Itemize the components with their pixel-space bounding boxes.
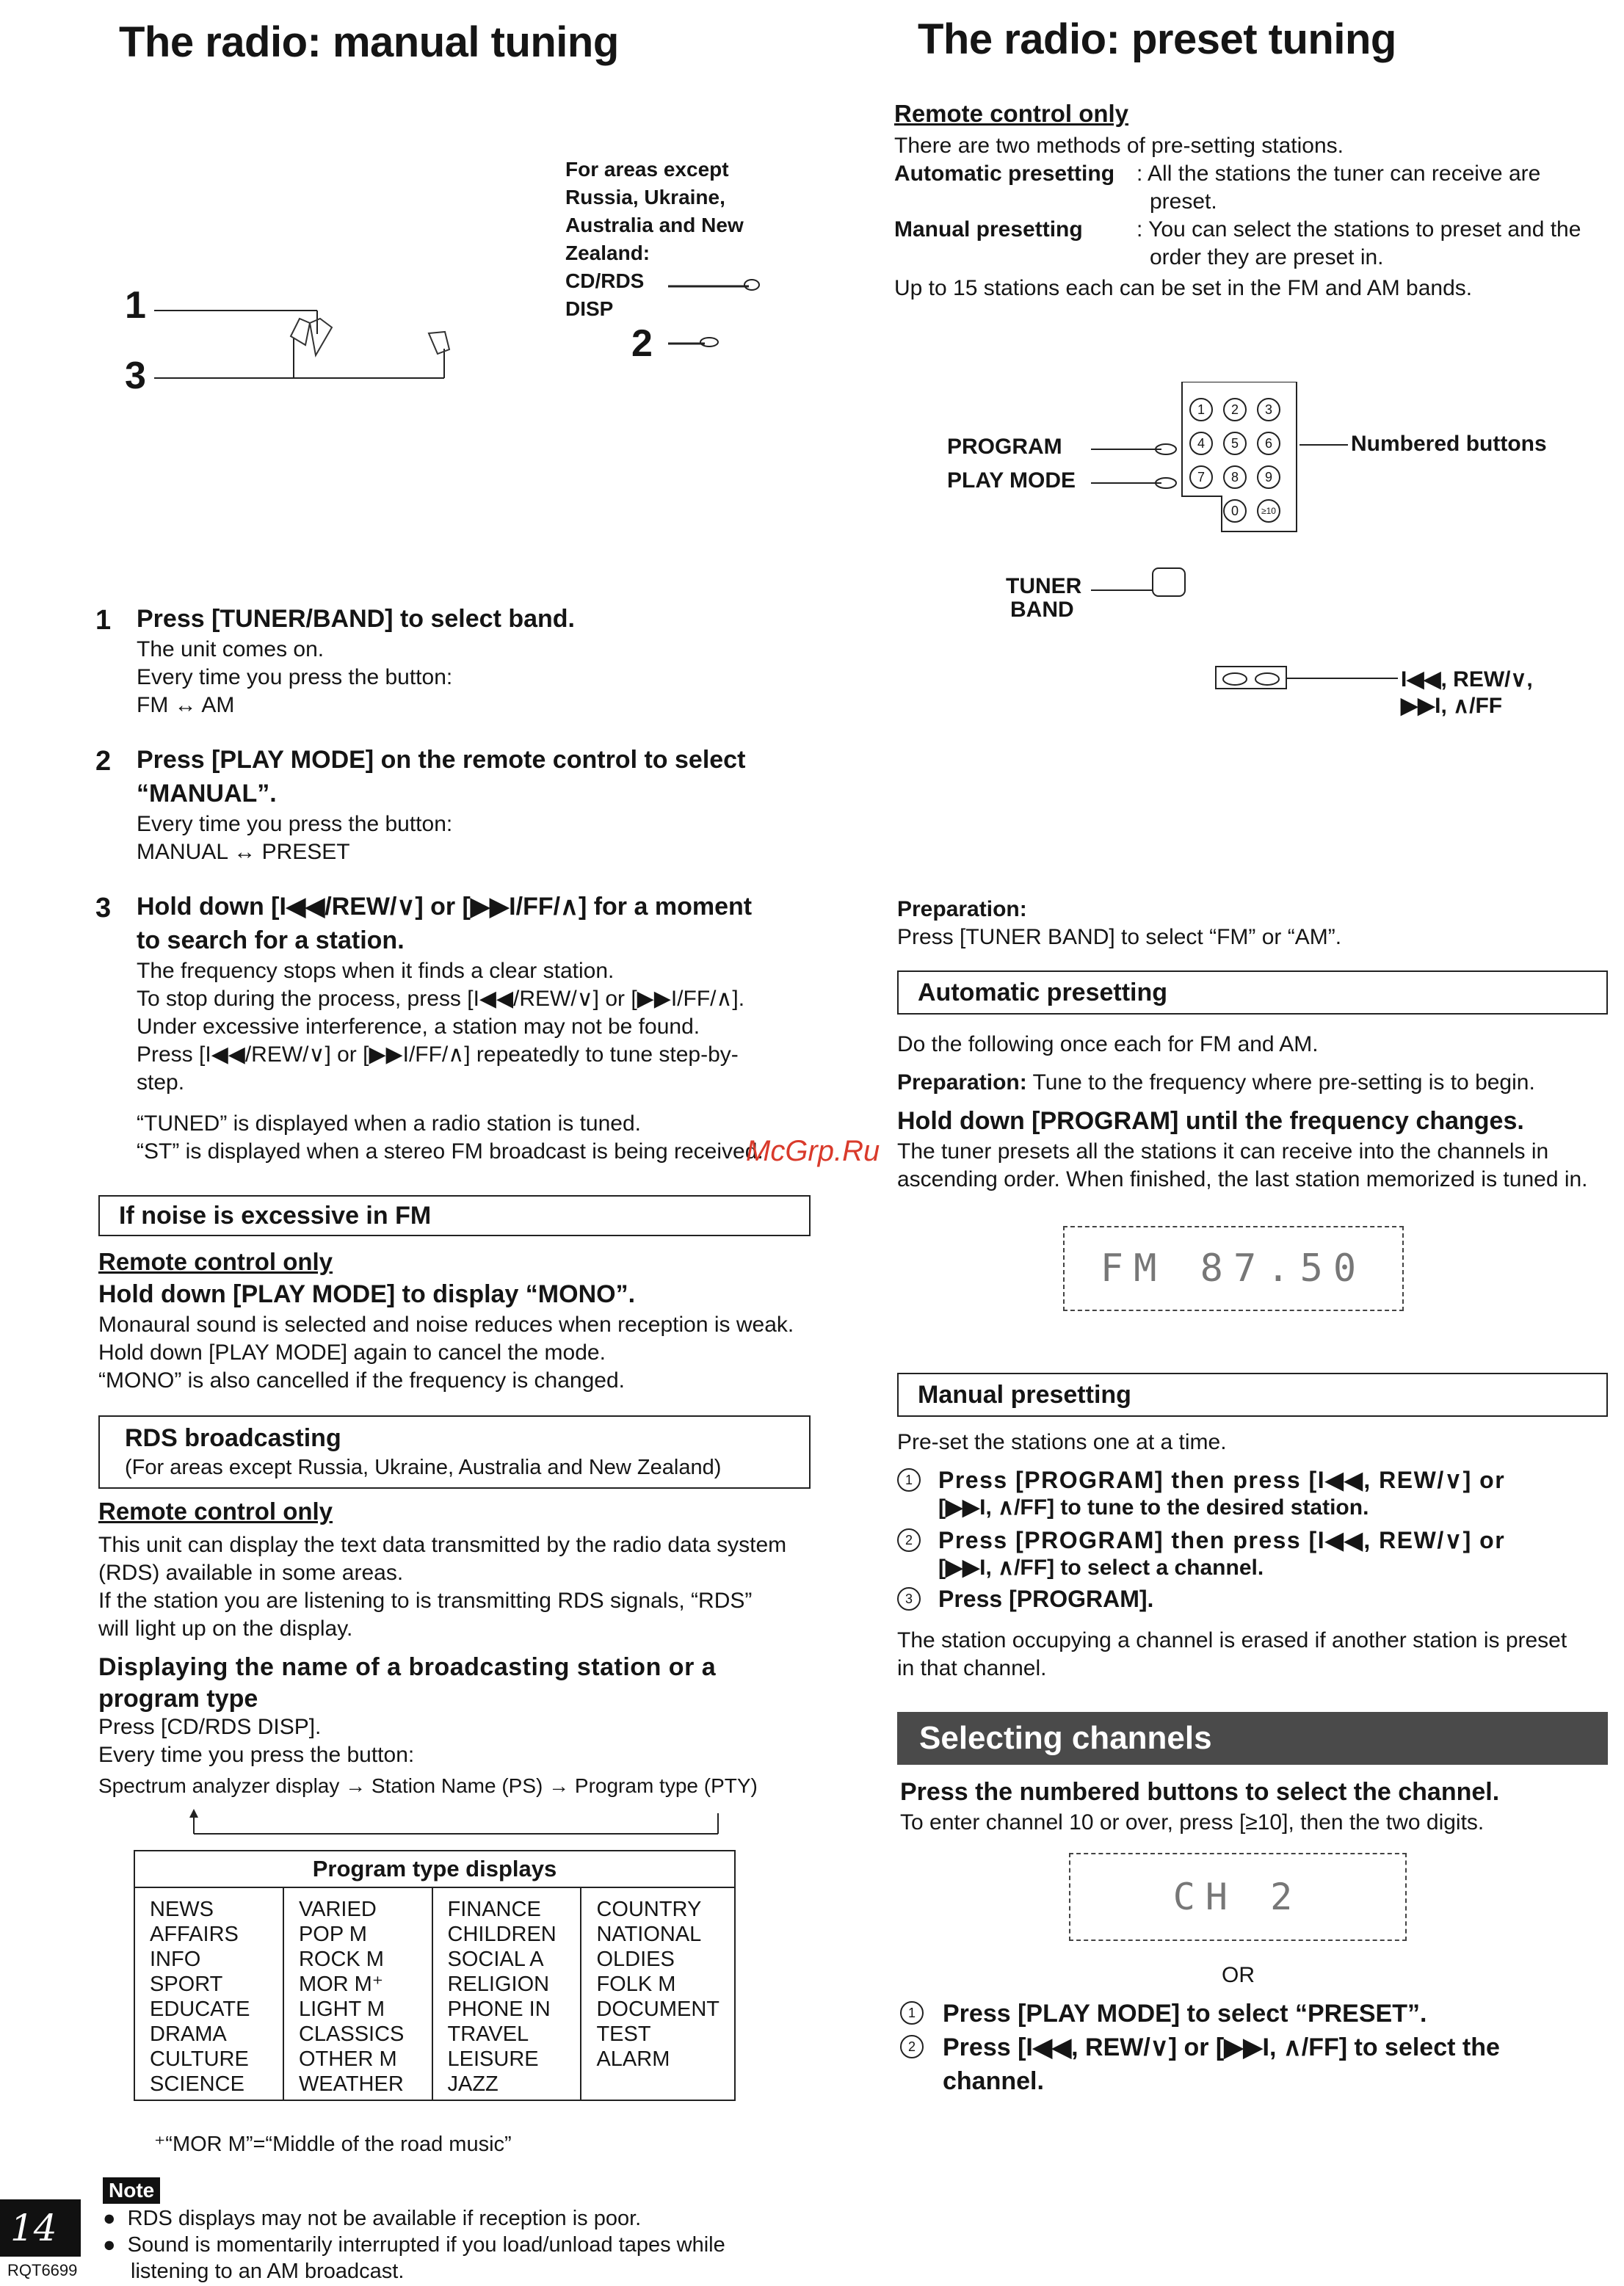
pty-item: NATIONAL: [596, 1923, 702, 1946]
manual-presetting-header: Manual presetting: [897, 1373, 1608, 1417]
manual-step: [897, 1465, 1617, 1521]
manual-step-b: [▶▶I, ∧/FF] to select a channel.: [938, 1556, 1264, 1580]
page-title-preset-tuning: The radio: preset tuning: [918, 15, 1396, 63]
preset-intro: [894, 100, 1614, 302]
pty-item: ROCK M: [298, 1948, 384, 1971]
number-keypad: [1189, 398, 1299, 523]
noise-line: Monaural sound is selected and noise reduces when reception is weak.: [98, 1313, 794, 1337]
doc-code: RQT6699: [7, 2261, 78, 2279]
prep-text: Press [TUNER BAND] to select “FM” or “AM”.: [897, 925, 1342, 949]
skip-label-line: I◀◀, REW/∨,: [1401, 667, 1533, 692]
auto-prep: [897, 1069, 1617, 1097]
band-label: BAND: [1010, 598, 1074, 622]
final-step-a: Press [PLAY MODE] to select “PRESET”.: [943, 2000, 1427, 2028]
key-2[interactable]: 2: [1223, 398, 1247, 421]
rds-box-title: RDS broadcasting: [125, 1424, 341, 1452]
pty-item: INFO: [150, 1948, 201, 1971]
play-mode-label: PLAY MODE: [947, 468, 1076, 493]
step-title: Press [PLAY MODE] on the remote control to select: [137, 746, 746, 774]
step-3: [95, 890, 815, 1166]
pty-item: NEWS: [150, 1898, 214, 1921]
step-line: MANUAL ↔ PRESET: [137, 840, 350, 864]
note-text: RDS displays may not be available if reception is poor.: [127, 2207, 642, 2230]
skip-label-line: ▶▶I, ∧/FF: [1401, 694, 1503, 718]
key-4[interactable]: 4: [1189, 432, 1213, 455]
pty-item: TEST: [596, 2022, 651, 2046]
auto-presetting-section: [897, 1031, 1617, 1194]
pty-item: JAZZ: [447, 2072, 499, 2096]
rds-box-sub: (For areas except Russia, Ukraine, Australia and New Zealand): [125, 1456, 722, 1479]
pty-item: OTHER M: [298, 2047, 397, 2071]
step-2: [95, 743, 815, 866]
step-line: To stop during the process, press [I◀◀/REW/∨] or [▶▶I/FF/∧].: [137, 987, 745, 1011]
step-title: Press [TUNER/BAND] to select band.: [137, 605, 575, 633]
rds-line: If the station you are listening to is transmitting RDS signals, “RDS”: [98, 1589, 753, 1613]
selecting-channels-banner: Selecting channels: [897, 1712, 1608, 1765]
step-number: 1: [95, 605, 112, 636]
pty-column: [432, 1888, 581, 2100]
prep-label: Preparation:: [897, 897, 1027, 921]
rds-press: Press [CD/RDS DISP].: [98, 1715, 322, 1739]
manual-step-a: Press [PROGRAM] then press [I◀◀, REW/∨] or: [938, 1467, 1506, 1493]
numbered-buttons-label: Numbered buttons: [1351, 432, 1547, 456]
erase-line: in that channel.: [897, 1656, 1047, 1680]
pty-item: OLDIES: [596, 1948, 675, 1971]
pty-item: WEATHER: [298, 2072, 404, 2096]
step-circle: 1: [900, 2001, 924, 2025]
manual-desc: : You can select the stations to preset and the: [1137, 217, 1581, 242]
pty-item: ALARM: [596, 2047, 670, 2071]
auto-presetting-header: Automatic presetting: [897, 970, 1608, 1015]
manual-step: [897, 1584, 1617, 1614]
rds-subhead: Displaying the name of a broadcasting station or a: [98, 1653, 717, 1681]
pty-item: MOR M⁺: [298, 1973, 384, 1996]
manual-once: Pre-set the stations one at a time.: [897, 1430, 1227, 1454]
key-0[interactable]: 0: [1223, 499, 1247, 523]
callout-1: 1: [125, 284, 146, 327]
disp-label: DISP: [565, 297, 614, 320]
step-line: The unit comes on.: [137, 637, 325, 661]
keypad-gap: [1189, 499, 1223, 523]
manual-step-a: Press [PROGRAM].: [938, 1586, 1154, 1612]
pty-item: SCIENCE: [150, 2072, 244, 2096]
pty-item: POP M: [298, 1923, 367, 1946]
note-text: Sound is momentarily interrupted if you load/unload tapes while: [127, 2233, 725, 2257]
flow-return-arrow: [184, 1809, 727, 1838]
noise-subhead: Hold down [PLAY MODE] to display “MONO”.: [98, 1280, 636, 1308]
area-note-line: Zealand:: [565, 242, 650, 264]
note-list: [103, 2205, 822, 2285]
key-8[interactable]: 8: [1223, 465, 1247, 489]
bullet-icon: ●: [103, 2207, 128, 2230]
auto-label: Automatic presetting: [894, 162, 1115, 186]
auto-prep-label: Preparation:: [897, 1070, 1027, 1095]
noise-section: [98, 1248, 818, 1395]
key-6[interactable]: 6: [1257, 432, 1280, 455]
rds-section-header: [98, 1415, 811, 1489]
final-step: [900, 1997, 1620, 2031]
area-note-line: Australia and New: [565, 214, 744, 236]
preparation: [897, 896, 1617, 951]
rds-line: This unit can display the text data transmitted by the radio data system: [98, 1533, 787, 1557]
cd-rds-label: CD/RDS: [565, 269, 645, 292]
remote-only-label: Remote control only: [894, 100, 1129, 127]
step-line: Press [I◀◀/REW/∨] or [▶▶I/FF/∧] repeatedly to tune step-by-: [137, 1042, 739, 1067]
step-line: Under excessive interference, a station may not be found.: [137, 1015, 700, 1039]
area-note-line: Russia, Ukraine,: [565, 186, 725, 208]
manual-label: Manual presetting: [894, 217, 1083, 242]
step-circle: 1: [897, 1468, 921, 1492]
tuned-line: “TUNED” is displayed when a radio station is tuned.: [137, 1111, 641, 1136]
pty-footnote: ⁺“MOR M”=“Middle of the road music”: [154, 2133, 512, 2156]
pty-item: LIGHT M: [298, 1997, 385, 2021]
rds-line: (RDS) available in some areas.: [98, 1561, 404, 1585]
step-line: step.: [137, 1070, 185, 1095]
hold-line: The tuner presets all the stations it can receive into the channels in: [897, 1139, 1549, 1164]
noise-line: “MONO” is also cancelled if the frequency is changed.: [98, 1368, 625, 1393]
final-steps: [900, 1997, 1620, 2098]
area-note-line: For areas except: [565, 158, 729, 181]
rds-section: [98, 1498, 818, 1800]
fm-display: FM 87.50: [1063, 1226, 1404, 1311]
noise-line: Hold down [PLAY MODE] again to cancel the mode.: [98, 1340, 606, 1365]
callout-3: 3: [125, 355, 146, 397]
noise-section-header: If noise is excessive in FM: [98, 1195, 811, 1236]
final-step-a: Press [I◀◀, REW/∨] or [▶▶I, ∧/FF] to select the: [943, 2033, 1500, 2061]
rds-line: will light up on the display.: [98, 1616, 353, 1641]
page-title-manual-tuning: The radio: manual tuning: [119, 18, 619, 66]
or-label: OR: [1222, 1963, 1255, 1987]
step-circle: 2: [900, 2035, 924, 2058]
key-5[interactable]: 5: [1223, 432, 1247, 455]
key-7[interactable]: 7: [1189, 465, 1213, 489]
step-line: The frequency stops when it finds a clear station.: [137, 959, 615, 983]
auto-once: Do the following once each for FM and AM.: [897, 1032, 1319, 1056]
step-1: [95, 602, 815, 719]
note-item: [103, 2205, 822, 2232]
manual-desc-cont: order they are preset in.: [1150, 245, 1384, 269]
pty-item: PHONE IN: [447, 1997, 551, 2021]
selecting-channels-section: [900, 1775, 1620, 1837]
program-type-table: [134, 1850, 736, 2101]
pty-item: DOCUMENT: [596, 1997, 719, 2021]
pty-item: AFFAIRS: [150, 1923, 239, 1946]
rds-flow: Spectrum analyzer display → Station Name (PS) → Program type (PTY): [98, 1774, 758, 1797]
step-line: Every time you press the button:: [137, 812, 453, 836]
remote-only-label: Remote control only: [98, 1498, 333, 1525]
step-line: Every time you press the button:: [137, 665, 453, 689]
program-type-grid: [135, 1888, 734, 2100]
remote-figure: [947, 382, 1593, 719]
manual-presetting-section: [897, 1429, 1617, 1683]
manual-def-row: [894, 216, 1614, 244]
pty-item: CULTURE: [150, 2047, 249, 2071]
stereo-line: “ST” is displayed when a stereo FM broadcast is being received.: [137, 1139, 764, 1164]
rds-subhead: program type: [98, 1685, 258, 1713]
callout-2: 2: [631, 322, 653, 365]
step-title: to search for a station.: [137, 926, 405, 954]
pty-column: [135, 1888, 283, 2100]
pty-column: [581, 1888, 734, 2100]
step-line: FM ↔ AM: [137, 693, 235, 717]
step-circle: 3: [897, 1587, 921, 1611]
hold-title: Hold down [PROGRAM] until the frequency changes.: [897, 1107, 1524, 1135]
note-item: [103, 2232, 822, 2258]
watermark: McGrp.Ru: [746, 1135, 880, 1167]
remote-only-label: Remote control only: [98, 1248, 333, 1275]
manual-step-b: [▶▶I, ∧/FF] to tune to the desired station.: [938, 1495, 1369, 1520]
manual-step-a: Press [PROGRAM] then press [I◀◀, REW/∨] or: [938, 1527, 1506, 1553]
auto-prep-text: Tune to the frequency where pre-setting is to begin.: [1032, 1070, 1535, 1095]
pty-item: SOCIAL A: [447, 1948, 544, 1971]
erase-line: The station occupying a channel is erased if another station is preset: [897, 1628, 1567, 1652]
step-title: “MANUAL”.: [137, 780, 277, 808]
pty-item: RELIGION: [447, 1973, 550, 1996]
pty-item: CHILDREN: [447, 1923, 557, 1946]
auto-def-row: [894, 160, 1614, 188]
key-3[interactable]: 3: [1257, 398, 1280, 421]
pty-item: FINANCE: [447, 1898, 541, 1921]
key-9[interactable]: 9: [1257, 465, 1280, 489]
area-note: [565, 156, 744, 323]
pty-item: DRAMA: [150, 2022, 227, 2046]
program-type-title: Program type displays: [135, 1851, 734, 1888]
pty-item: LEISURE: [447, 2047, 539, 2071]
channel-display: CH 2: [1069, 1853, 1407, 1941]
pty-item: TRAVEL: [447, 2022, 529, 2046]
key-1[interactable]: 1: [1189, 398, 1213, 421]
rds-every: Every time you press the button:: [98, 1743, 415, 1767]
step-number: 2: [95, 746, 112, 777]
sel-title: Press the numbered buttons to select the channel.: [900, 1778, 1500, 1806]
upto-line: Up to 15 stations each can be set in the FM and AM bands.: [894, 276, 1473, 300]
program-label: PROGRAM: [947, 435, 1062, 459]
final-step: [900, 2031, 1620, 2098]
intro-line: There are two methods of pre-setting stations.: [894, 134, 1344, 158]
note-item-cont: listening to an AM broadcast.: [131, 2260, 405, 2283]
pty-item: COUNTRY: [596, 1898, 702, 1921]
pty-item: VARIED: [298, 1898, 377, 1921]
pty-item: FOLK M: [596, 1973, 676, 1996]
pty-column: [283, 1888, 432, 2100]
note-label: Note: [103, 2177, 160, 2204]
step-number: 3: [95, 893, 112, 924]
manual-step: [897, 1525, 1617, 1581]
sel-text: To enter channel 10 or over, press [≥10], then the two digits.: [900, 1810, 1485, 1835]
auto-desc-cont: preset.: [1150, 189, 1217, 214]
step-circle: 2: [897, 1528, 921, 1552]
key-10-plus[interactable]: ≥10: [1257, 499, 1280, 523]
final-step-b: channel.: [943, 2067, 1044, 2095]
pty-item: SPORT: [150, 1973, 223, 1996]
page-number: 14: [0, 2199, 81, 2257]
bullet-icon: ●: [103, 2233, 128, 2257]
tuner-label: TUNER: [1006, 574, 1082, 598]
auto-desc: : All the stations the tuner can receive are: [1137, 162, 1541, 186]
hold-line: ascending order. When finished, the last station memorized is tuned in.: [897, 1167, 1588, 1191]
manual-tuning-figure: [117, 147, 808, 411]
step-title: Hold down [I◀◀/REW/∨] or [▶▶I/FF/∧] for a moment: [137, 893, 753, 921]
pty-item: EDUCATE: [150, 1997, 250, 2021]
pty-item: CLASSICS: [298, 2022, 405, 2046]
